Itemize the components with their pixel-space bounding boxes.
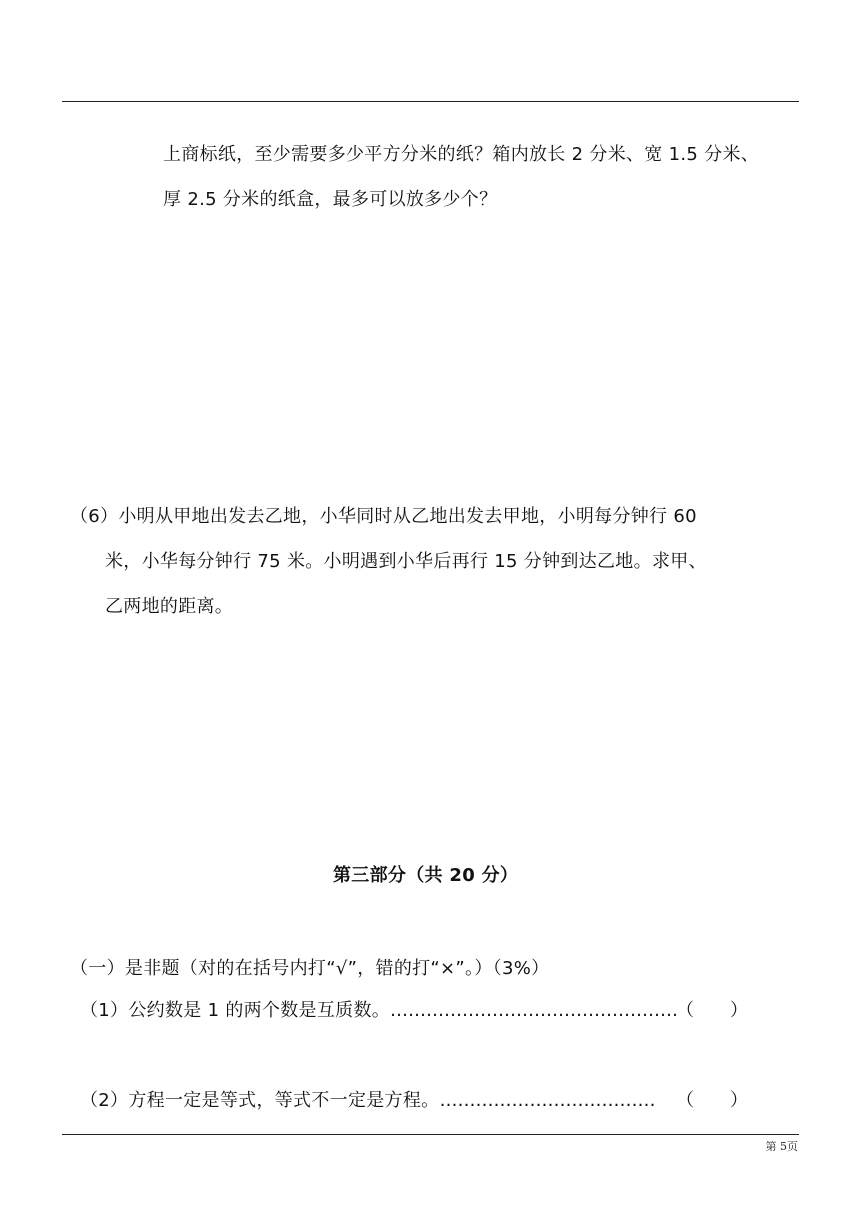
problem5-line-1: 上商标纸，至少需要多少平方分米的纸？箱内放长 2 分米、宽 1.5 分米、 — [163, 144, 760, 165]
footer-rule — [62, 1134, 799, 1135]
part3-title: 第三部分（共 20 分） — [333, 865, 519, 886]
header-rule — [62, 101, 799, 102]
question-2-leader: ……………………………… — [439, 1090, 656, 1111]
problem6-line-3: 乙两地的距离。 — [105, 596, 234, 617]
page-number: 第 5页 — [765, 1140, 798, 1153]
problem6-line-1: （6）小明从甲地出发去乙地，小华同时从乙地出发去甲地，小明每分钟行 60 — [70, 506, 697, 527]
problem6-line-2: 米，小华每分钟行 75 米。小明遇到小华后再行 15 分钟到达乙地。求甲、 — [105, 551, 707, 572]
answer-blank-2[interactable]: （ ） — [676, 1090, 748, 1111]
question-1-text: （1）公约数是 1 的两个数是互质数。 — [80, 1000, 391, 1021]
question-2 — [80, 1089, 655, 1113]
problem5-line-2: 厚 2.5 分米的纸盒，最多可以放多少个？ — [163, 189, 498, 210]
answer-blank-1[interactable]: （ ） — [676, 1000, 748, 1021]
section1-heading: （一）是非题（对的在括号内打“√”，错的打“×”。）（3%） — [70, 958, 550, 979]
question-2-text: （2）方程一定是等式，等式不一定是方程。 — [80, 1090, 440, 1111]
question-1 — [80, 999, 678, 1023]
question-1-leader: ………………………………………… — [390, 1000, 679, 1021]
